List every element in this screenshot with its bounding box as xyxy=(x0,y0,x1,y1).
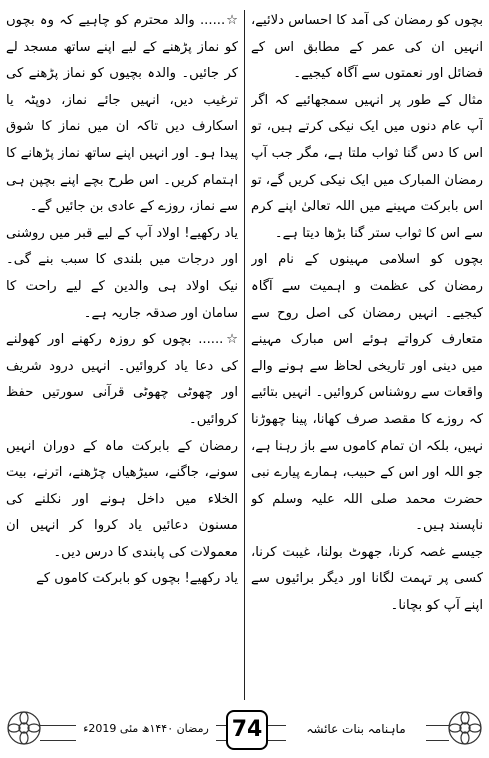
magazine-title: ماہنامہ بنات عائشہ xyxy=(286,716,426,742)
page-number: 74 xyxy=(226,710,268,750)
paragraph: یاد رکھیے! بچوں کو بابرکت کاموں کے xyxy=(36,571,238,587)
paragraph: بچوں کو رمضان کی آمد کا احساس دلائیے، انہیں ان کی عمر کے مطابق اس کے فضائل اور نعمتوں سے آگاہ کیجیے۔ xyxy=(251,13,483,82)
paragraph: بچوں کو اسلامی مہینوں کے نام اور رمضان کی عظمت و اہمیت سے آگاہ کیجیے۔ انہیں رمضان کی اصل روح سے متعارف کرواتے ہوئے اس مبارک مہینے میں دینی اور تاریخی لحاظ سے ہونے والے واقعات سے روشناس کروائیں۔ انہیں بتائیے کہ روزے کا مقصد صرف کھانا، پینا چھوڑنا نہیں، بلکہ ان تمام کاموں سے باز رہنا ہے، جو اللہ اور اس کے حبیب، ہمارے پیارے نبی حضرت محمد صلی اللہ علیہ وسلم کو ناپسند ہیں۔ xyxy=(251,252,483,534)
right-column xyxy=(251,8,483,702)
issue-date: رمضان ۱۴۴۰ھ مئی 2019ء xyxy=(76,716,216,742)
flower-ornament-icon xyxy=(447,710,483,746)
paragraph: جیسے غصہ کرنا، جھوٹ بولنا، غیبت کرنا، کسی پر تہمت لگانا اور دیگر برائیوں سے اپنے آپ کو بچانا۔ xyxy=(251,544,483,614)
paragraph: مثال کے طور پر انہیں سمجھائیے کہ اگر آپ عام دنوں میں ایک نیکی کرتے ہیں، تو اس کا دس گنا ثواب ملتا ہے، مگر جب آپ رمضان المبارک میں ایک نیکی کریں گے، تو اس بابرکت مہینے میں اللہ تعالیٰ اپنے کرم سے اس کا ثواب ستر گنا بڑھا دیتا ہے۔ xyxy=(251,92,483,241)
paragraph: ☆...... بچوں کو روزہ رکھنے اور کھولنے کی دعا یاد کروائیں۔ انہیں درود شریف اور چھوٹی چھوٹی قرآنی سورتیں حفظ کروائیں۔ xyxy=(6,332,238,427)
flower-ornament-icon xyxy=(6,710,42,746)
column-divider xyxy=(244,10,245,700)
left-column xyxy=(6,8,238,702)
paragraph: یاد رکھیے! اولاد آپ کے لیے قبر میں روشنی اور درجات میں بلندی کا سبب بنے گی۔ نیک اولاد ہی والدین کے لیے راحت کا سامان اور صدقہ جاریہ ہے۔ xyxy=(6,225,238,321)
paragraph: ☆...... والد محترم کو چاہیے کہ وہ بچوں کو نماز پڑھنے کے لیے اپنے ساتھ مسجد لے کر جائیں۔ والدہ بچیوں کو نماز پڑھنے کی ترغیب دیں، انہیں جائے نماز، دوپٹہ یا اسکارف دیں تاکہ ان میں نماز کا شوق پیدا ہو۔ اور انہیں اپنے ساتھ نماز پڑھانے کا اہتمام کریں۔ اس طرح بچے اپنے بچپن ہی سے نماز، روزے کے عادی بن جائیں گے۔ xyxy=(6,13,238,215)
paragraph: رمضان کے بابرکت ماہ کے دوران انہیں سونے، جاگنے، سیڑھیاں چڑھنے، اترنے، بیت الخلاء میں داخل ہونے اور نکلنے کی مسنون دعائیں یاد کروا کر انہیں ان معمولات کی پابندی کا درس دیں۔ xyxy=(6,438,238,560)
